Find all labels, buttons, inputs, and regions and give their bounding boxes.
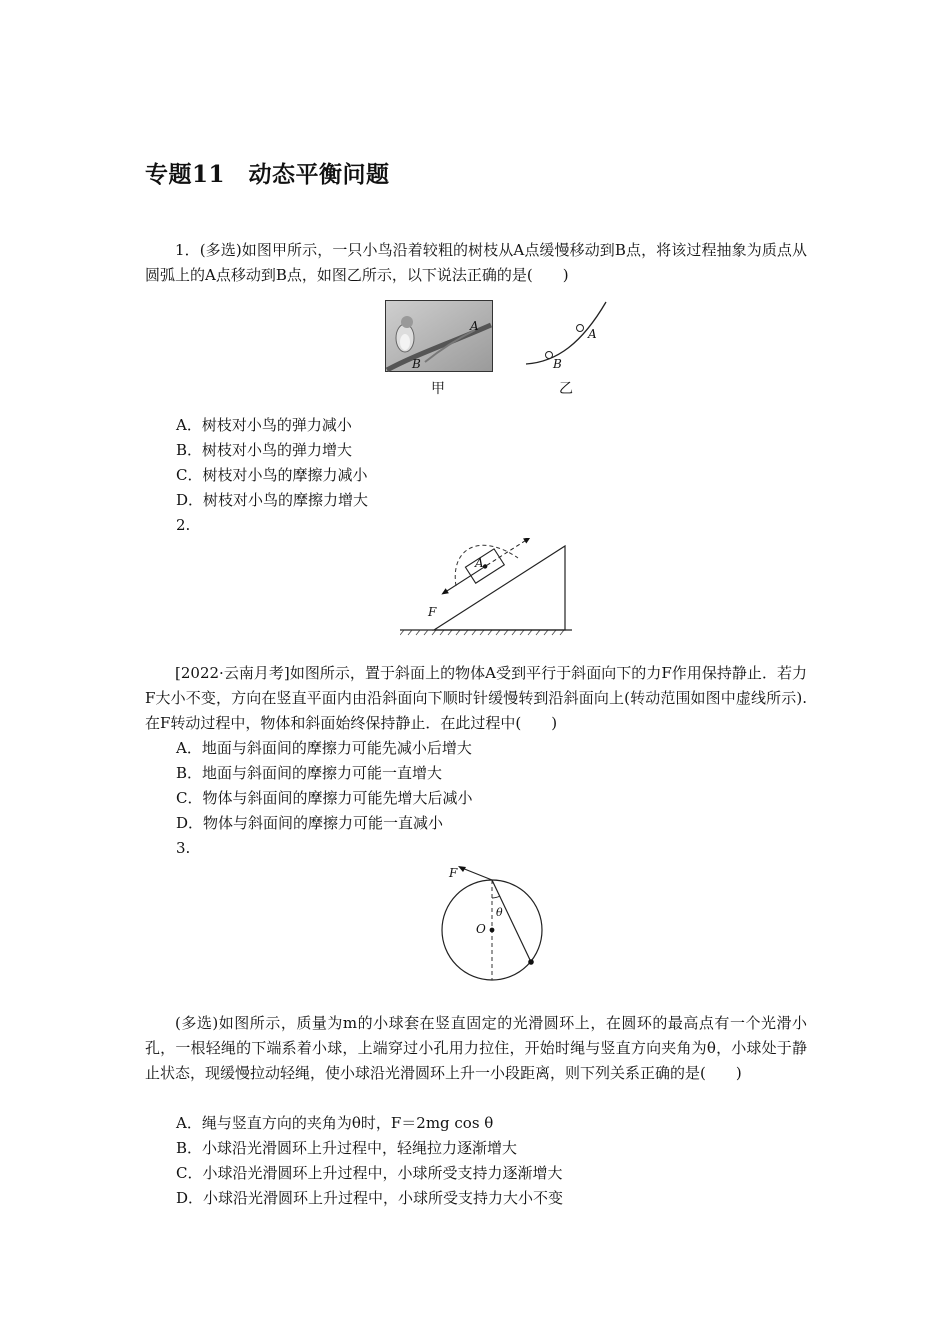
q2-option-a[interactable]: A．地面与斜面间的摩擦力可能先减小后增大 [176,739,472,757]
q1-arc-label-b: B [553,357,562,371]
page-title: 专题11 动态平衡问题 [145,161,390,188]
q1-arc-figure [522,298,612,374]
q3-label-theta: θ [496,906,503,919]
q2-number: 2. [176,516,191,534]
q1-caption-right: 乙 [559,381,573,397]
q1-photo-figure [385,300,493,376]
q2-option-b[interactable]: B．地面与斜面间的摩擦力可能一直增大 [176,764,443,782]
q1-option-a[interactable]: A．树枝对小鸟的弹力减小 [176,416,352,434]
q2-option-c[interactable]: C．物体与斜面间的摩擦力可能先增大后减小 [176,789,473,807]
q1-option-c[interactable]: C．树枝对小鸟的摩擦力减小 [176,466,368,484]
q1-photo-label-a: A [470,319,479,333]
q1-stem: 1．(多选)如图甲所示，一只小鸟沿着较粗的树枝从A点缓慢移动到B点，将该过程抽象为质点从圆弧上的A点移动到B点，如图乙所示，以下说法正确的是( ) [145,241,807,284]
q3-label-o: O [476,922,486,936]
q2-option-d[interactable]: D．物体与斜面间的摩擦力可能一直减小 [176,814,444,832]
q3-number: 3. [176,839,191,857]
q1-option-b[interactable]: B．树枝对小鸟的弹力增大 [176,441,353,459]
q3-ring-figure [438,862,550,988]
q2-stem: [2022·云南月考]如图所示，置于斜面上的物体A受到平行于斜面向下的力F作用保持静止．若力F大小不变，方向在竖直平面内由沿斜面向下顺时针缓慢转到沿斜面向上(转动范围如图中虚线所示).在F转动过程中，物体和斜面始终保持静止．在此过程中( ) [145,664,807,732]
q2-incline-figure [400,538,580,642]
q3-option-a[interactable]: A．绳与竖直方向的夹角为θ时，F＝2mg cos θ [176,1114,494,1132]
q1-caption-left: 甲 [431,381,445,397]
q3-label-f: F [449,866,458,880]
q1-arc-label-a: A [588,327,597,341]
q2-label-a: A [475,556,484,570]
q1-photo-label-b: B [412,357,421,371]
q2-label-f: F [428,605,437,619]
q3-option-d[interactable]: D．小球沿光滑圆环上升过程中，小球所受支持力大小不变 [176,1189,564,1207]
q3-option-b[interactable]: B．小球沿光滑圆环上升过程中，轻绳拉力逐渐增大 [176,1139,518,1157]
q3-stem: (多选)如图所示，质量为m的小球套在竖直固定的光滑圆环上，在圆环的最高点有一个光滑小孔，一根轻绳的下端系着小球，上端穿过小孔用力拉住，开始时绳与竖直方向夹角为θ，小球处于静止状态，现缓慢拉动轻绳，使小球沿光滑圆环上升一小段距离，则下列关系正确的是( ) [145,1014,807,1082]
q3-option-c[interactable]: C．小球沿光滑圆环上升过程中，小球所受支持力逐渐增大 [176,1164,563,1182]
q1-option-d[interactable]: D．树枝对小鸟的摩擦力增大 [176,491,369,509]
